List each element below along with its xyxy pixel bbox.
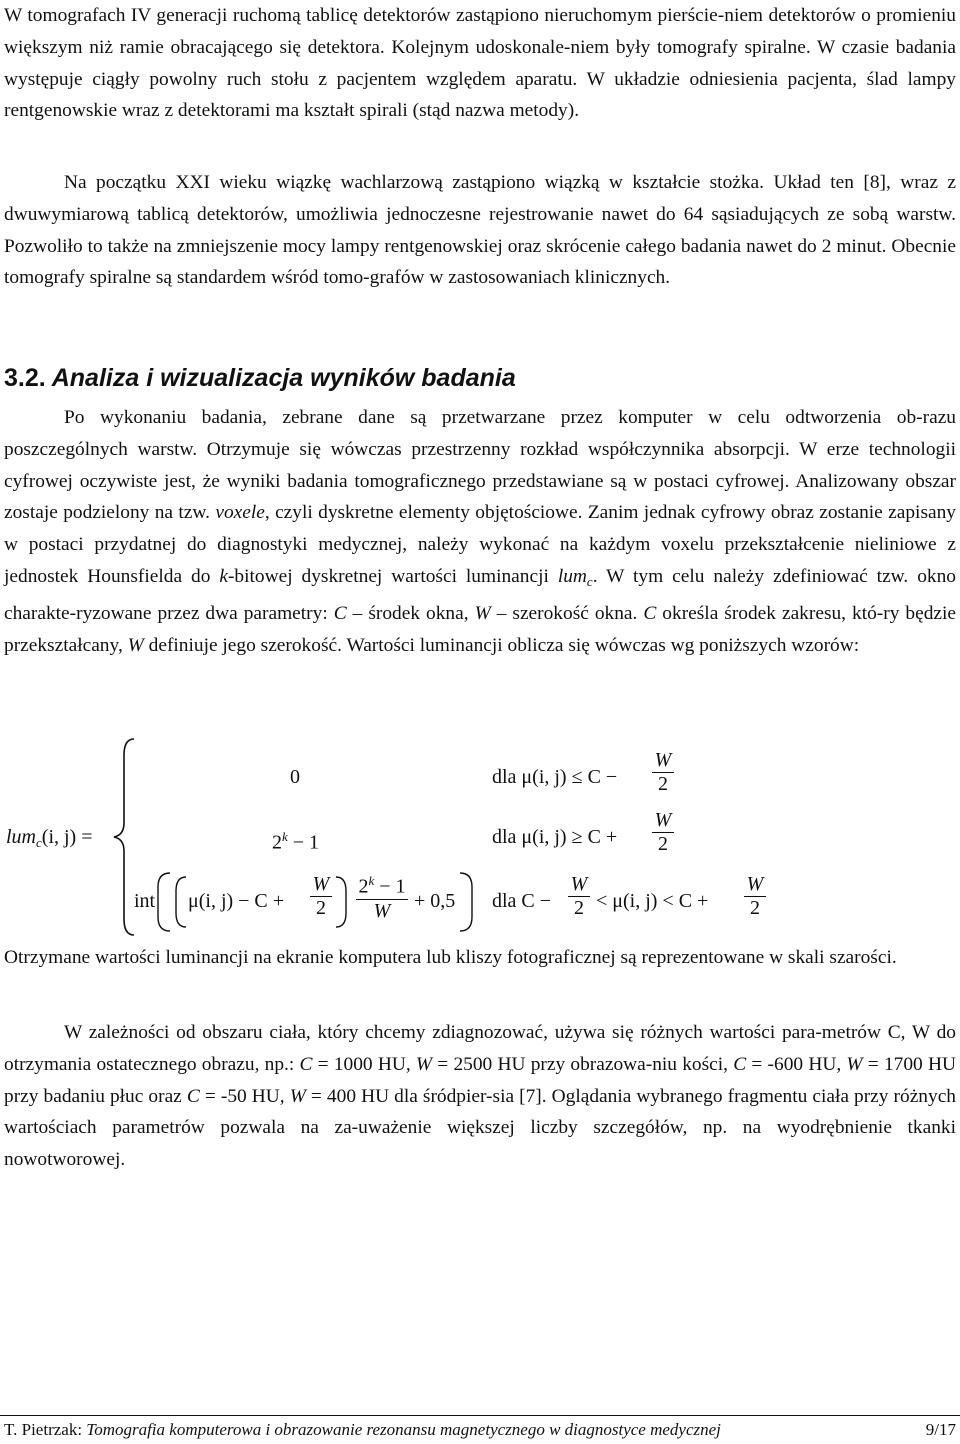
luminance-equation (0, 735, 960, 940)
var-lum: lum (557, 565, 587, 587)
var-w: W (846, 1053, 863, 1075)
equation-lhs (6, 825, 93, 855)
var-lum-sub: c (586, 573, 593, 589)
text-run: – szerokość okna. (490, 602, 644, 624)
frac-denominator: 2 (574, 897, 584, 919)
footer-author: T. Pietrzak: (4, 1420, 87, 1439)
text-run: Po wykonaniu badania, zebrane dane są przetwarzane przez komputer w celu odtworzenia ob-razu poszczególnych warstw. Otrzymuje się wówczas przestrzenny rozkład współczynnika absorpcji. W erze technologii cyfrowej oczywiste jest, że wyniki badania tomograficznego przedstawiane są w postaci cyfrowej. Analizowany obszar zostaje podzielony na tzw. (4, 407, 956, 524)
var-lum-sub: c (36, 835, 42, 850)
base-2: 2 (358, 875, 369, 898)
case3-fraction-w2 (308, 873, 334, 920)
paragraph-spiral-tomography (4, 0, 956, 127)
var-c: C (333, 602, 347, 624)
outer-paren-right (460, 873, 472, 931)
frac-denominator: 2 (750, 897, 760, 919)
text-run: . W tym celu należy zdefiniować tzw. okno charakte-ryzowane przez dwa parametry: (4, 565, 956, 624)
text-run: = -600 HU, (746, 1053, 847, 1075)
var-w: W (415, 1053, 433, 1075)
section-heading (4, 358, 516, 398)
case3-fraction-2k (354, 873, 410, 923)
case3-condition-a: dla C − (492, 890, 552, 912)
frac-numerator: W (654, 809, 672, 831)
text-run: określa środek zakresu, któ-ry będzie przekształcany, (4, 602, 956, 656)
paragraph-text: Otrzymane wartości luminancji na ekranie komputera lub kliszy fotograficznej są reprezentowane w skali szarości. (4, 947, 897, 968)
case1-value: 0 (290, 766, 300, 788)
frac-numerator: W (746, 873, 764, 895)
paragraph-text: W tomografach IV generacji ruchomą tablicę detektorów zastąpiono nieruchomym pierście-niem detektorów o promieniu większym niż ramie obracającego się detektora. Kolejnym udoskonale-niem były tomografy spiralne. W czasie badania występuje ciągły powolny ruch stołu z pacjentem względem aparatu. W układzie odniesienia pacjenta, ślad lampy rentgenowskie wraz z detektorami ma kształt spirali (stąd nazwa metody). (4, 5, 956, 122)
case2-value (272, 825, 319, 855)
frac-denominator: 2 (316, 897, 326, 919)
frac-numerator: W (570, 873, 588, 895)
case3-fraction-cond-a (566, 873, 592, 920)
page-footer (4, 1418, 956, 1442)
footer-title: Tomografia komputerowa i obrazowanie rezonansu magnetycznego w diagnostyce medycznej (86, 1420, 721, 1439)
page-number: 9/17 (925, 1420, 956, 1439)
exp-k: k (282, 829, 288, 844)
paragraph-cone-beam (4, 167, 956, 294)
text-run: -bitowej dyskretnej wartości luminancji (227, 565, 558, 587)
section-title: Analiza i wizualizacja wyników badania (51, 364, 516, 392)
frac-denominator: W (373, 899, 391, 922)
case1-fraction (650, 749, 676, 796)
text-run: definiuje jego szerokość. Wartości luminancji oblicza się wówczas wg poniższych wzorów: (143, 634, 860, 656)
frac-numerator: W (654, 749, 672, 771)
var-w: W (474, 602, 491, 624)
text-run: = 400 HU dla śródpier-sia [7]. Oglądania wybranego fragmentu ciała przy różnych wartościach parametrów pozwala na za-uważenie większej liczby szczegółów, np. na wyodrębnienie tkanki nowotworowej. (4, 1085, 956, 1171)
text-run: = -50 HU, (199, 1085, 290, 1107)
inner-paren-left (176, 877, 186, 927)
text-run: – środek okna, (346, 602, 475, 624)
var-c: C (733, 1053, 747, 1075)
text-run: = 1000 HU, (312, 1053, 416, 1075)
text-run: , czyli dyskretne elementy objętościowe. Zanim jednak cyfrowy obraz zostanie zapisany w postaci przydatnej do diagnostyki medycznej, należy wykonać na każdym voxelu przekształcenie nieliniowe z jednostek Hounsfielda do (4, 502, 956, 587)
paragraph-analysis (4, 402, 956, 661)
var-c: C (299, 1053, 313, 1075)
case3-int: int (134, 890, 156, 912)
case3-inner: μ(i, j) − C + (188, 890, 285, 912)
base-2: 2 (272, 831, 282, 854)
text-run: W zależności od obszaru ciała, który chcemy zdiagnozować, używa się różnych wartości para-metrów C, W do otrzymania ostatecznego obrazu, np.: (4, 1022, 956, 1075)
var-w: W (127, 634, 144, 656)
outer-paren-left (158, 873, 170, 931)
frac-denominator: 2 (658, 833, 668, 855)
case2-fraction (650, 809, 676, 856)
paragraph-text: Na początku XXI wieku wiązkę wachlarzową zastąpiono wiązką w kształcie stożka. Układ ten [8], wraz z dwuwymiarową tablicą detektorów, umożliwia jednoczesne rejestrowanie nawet do 64 sąsiadujących ze sobą warstw. Pozwoliło to także na zmniejszenie mocy lampy rentgenowskiej oraz skrócenie całego badania nawet do 2 minut. Obecnie tomografy spiralne są standardem wśród tomo-grafów w zastosowaniach klinicznych. (4, 172, 956, 289)
text-run: = 1700 HU przy badaniu płuc oraz (4, 1053, 956, 1107)
inner-paren-right (336, 877, 346, 927)
var-w: W (289, 1085, 306, 1107)
term-voxele: voxele (215, 502, 265, 524)
var-lum: lum (6, 826, 36, 848)
case3-condition-b: < μ(i, j) < C + (596, 890, 709, 912)
paragraph-window-params (4, 1017, 956, 1176)
case3-tail: + 0,5 (414, 890, 456, 912)
var-c: C (186, 1085, 200, 1107)
case2-condition: dla μ(i, j) ≥ C + (492, 826, 618, 848)
case3-fraction-cond-b (742, 873, 768, 920)
case1-condition: dla μ(i, j) ≤ C − (492, 766, 618, 788)
var-k: k (219, 565, 228, 587)
frac-denominator: 2 (658, 773, 668, 795)
frac-numerator: W (312, 873, 330, 895)
minus-one: − 1 (374, 875, 406, 898)
exp-k: k (368, 873, 375, 888)
var-c: C (643, 602, 657, 624)
minus-one: − 1 (292, 831, 320, 854)
frac-numerator (354, 873, 410, 899)
left-brace (114, 739, 134, 935)
section-number: 3.2. (4, 364, 46, 392)
paragraph-grayscale (4, 942, 956, 974)
text-run: = 2500 HU przy obrazowa-niu kości, (432, 1053, 734, 1075)
footer-divider (0, 1415, 960, 1416)
lhs-args: (i, j) = (41, 826, 93, 848)
